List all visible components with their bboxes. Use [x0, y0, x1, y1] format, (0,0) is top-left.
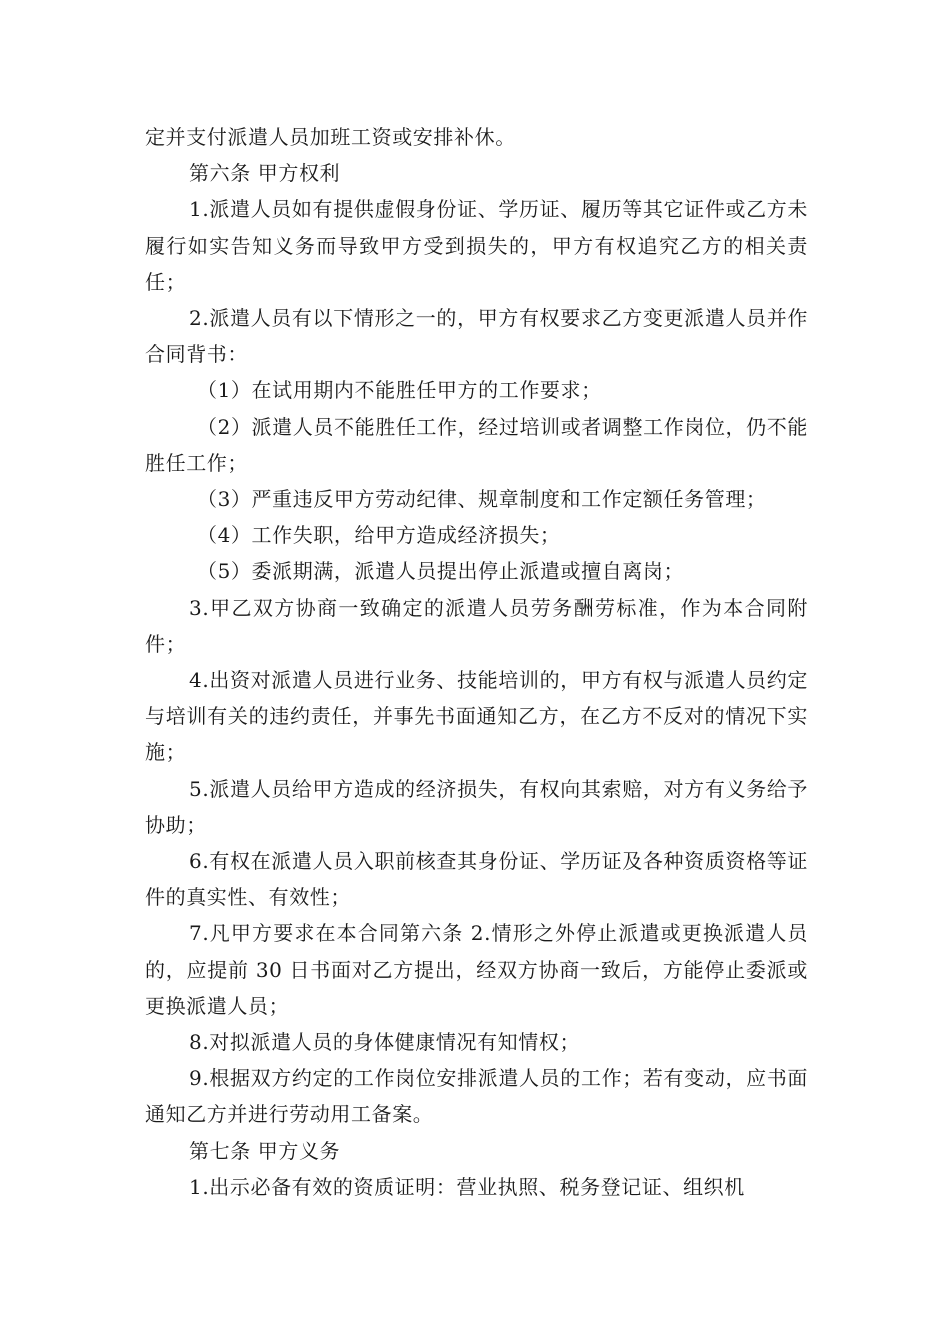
article-7-heading: 第七条 甲方义务 [189, 1138, 341, 1163]
article-6-item-5: 5.派遣人员给甲方造成的经济损失，有权向其索赔，对方有义务给予协助； [145, 776, 808, 837]
article-6-item-8: 8.对拟派遣人员的身体健康情况有知情权； [189, 1030, 581, 1055]
paragraph-continuation: 定并支付派遣人员加班工资或安排补休。 [145, 125, 516, 149]
article-6-subitem-3: （3）严重违反甲方劳动纪律、规章制度和工作定额任务管理； [197, 487, 767, 512]
article-6-item-4: 4.出资对派遣人员进行业务、技能培训的，甲方有权与派遣人员约定与培训有关的违约责任，并事先书面通知乙方，在乙方不反对的情况下实施； [145, 668, 808, 765]
article-6-item-7: 7.凡甲方要求在本合同第六条 2.情形之外停止派遣或更换派遣人员的，应提前 30 日书面对乙方提出，经双方协商一致后，方能停止委派或更换派遣人员； [145, 921, 808, 1018]
article-6-item-2: 2.派遣人员有以下情形之一的，甲方有权要求乙方变更派遣人员并作合同背书： [145, 306, 808, 367]
article-6-item-3: 3.甲乙双方协商一致确定的派遣人员劳务酬劳标准，作为本合同附件； [145, 595, 808, 656]
document-body [145, 119, 808, 1205]
article-6-subitem-1: （1）在试用期内不能胜任甲方的工作要求； [197, 378, 602, 403]
article-6-subitem-5: （5）委派期满，派遣人员提出停止派遣或擅自离岗； [197, 559, 685, 584]
article-7-item-1: 1.出示必备有效的资质证明：营业执照、税务登记证、组织机 [189, 1174, 745, 1199]
article-6-heading: 第六条 甲方权利 [189, 161, 341, 186]
article-6-item-6: 6.有权在派遣人员入职前核查其身份证、学历证及各种资质资格等证件的真实性、有效性； [145, 849, 808, 910]
article-6-subitem-4: （4）工作失职，给甲方造成经济损失； [197, 523, 561, 548]
article-6-item-1: 1.派遣人员如有提供虚假身份证、学历证、履历等其它证件或乙方未履行如实告知义务而导致甲方受到损失的，甲方有权追究乙方的相关责任； [145, 197, 808, 294]
article-6-subitem-2: （2）派遣人员不能胜任工作，经过培训或者调整工作岗位，仍不能胜任工作； [145, 414, 808, 475]
article-6-item-9: 9.根据双方约定的工作岗位安排派遣人员的工作；若有变动，应书面通知乙方并进行劳动用工备案。 [145, 1066, 808, 1127]
